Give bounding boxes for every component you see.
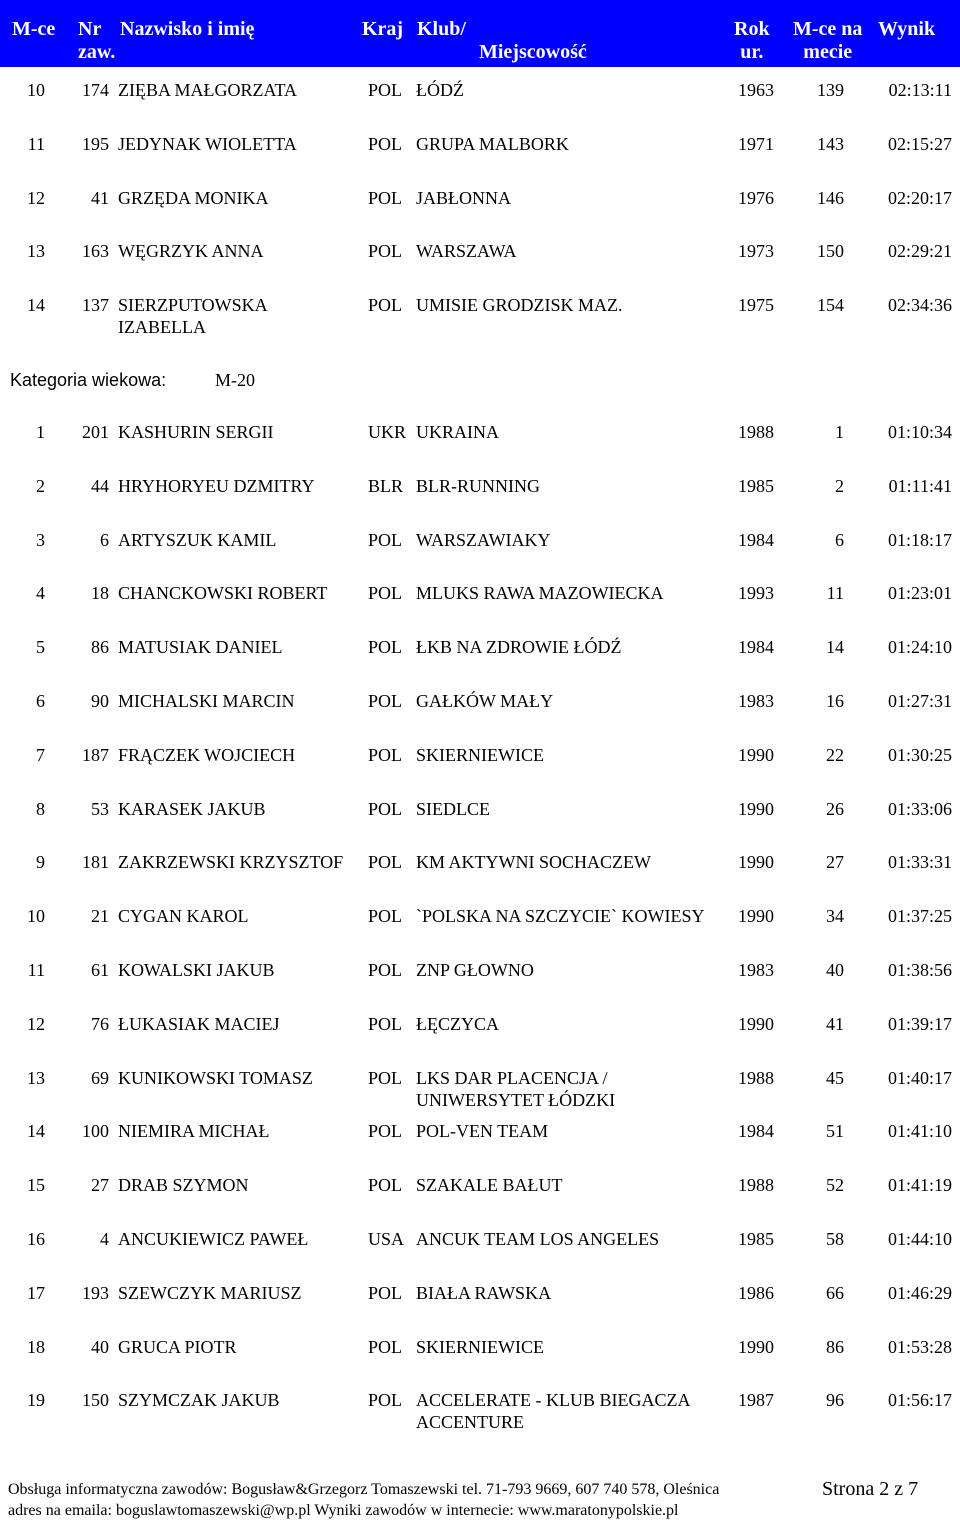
club-line: ŁKB NA ZDROWIE ŁÓDŹ: [416, 637, 622, 658]
header-place: M-ce: [12, 18, 56, 40]
club-cell: [416, 475, 540, 497]
finish-place-cell: 139: [817, 80, 844, 100]
place-cell: 12: [27, 187, 45, 208]
table-row: [0, 851, 960, 905]
runner-name-cell: [118, 582, 327, 604]
place-cell: 5: [36, 637, 45, 658]
club-line: ANCUK TEAM LOS ANGELES: [416, 1229, 660, 1249]
country-cell: POL: [368, 133, 403, 154]
bib-number-cell: 40: [91, 1336, 109, 1357]
club-cell: [416, 851, 651, 873]
table-row: [0, 1067, 960, 1121]
place-cell: 17: [27, 1282, 45, 1303]
birth-year-cell: 1990: [738, 852, 774, 873]
result-time-cell: 01:53:28: [887, 1336, 952, 1357]
runner-name-line: GRUCA PIOTR: [118, 1336, 237, 1357]
runner-name-cell: [118, 851, 343, 873]
table-row: [0, 240, 960, 294]
country-cell: POL: [368, 1121, 403, 1142]
place-cell: 13: [27, 241, 45, 262]
runner-name-cell: [118, 1174, 249, 1196]
place-cell: 11: [27, 960, 45, 980]
result-time-cell: 01:46:29: [887, 1282, 952, 1303]
country-cell: POL: [368, 1175, 403, 1196]
country-cell: POL: [368, 583, 403, 604]
bib-number-cell: 86: [91, 637, 109, 658]
runner-name-cell: [118, 133, 297, 155]
bib-number-cell: 163: [82, 241, 109, 262]
club-cell: [416, 636, 621, 658]
place-cell: 11: [27, 133, 45, 154]
runner-name-line: KUNIKOWSKI TOMASZ: [118, 1067, 313, 1088]
bib-number-cell: 27: [91, 1175, 109, 1196]
country-cell: POL: [368, 1282, 403, 1303]
place-cell: 10: [27, 80, 45, 100]
club-line: MLUKS RAWA MAZOWIECKA: [416, 583, 664, 604]
birth-year-cell: 1984: [738, 637, 774, 658]
runner-name-cell: [118, 187, 269, 209]
runner-name-line: DRAB SZYMON: [118, 1175, 249, 1196]
result-time-cell: 02:29:21: [887, 241, 952, 262]
finish-place-cell: 52: [826, 1175, 844, 1196]
result-time-cell: 01:27:31: [887, 691, 952, 711]
finish-place-cell: 1: [835, 422, 844, 442]
place-cell: 12: [27, 1013, 45, 1034]
bib-number-cell: 150: [82, 1390, 109, 1411]
result-time-cell: 01:30:25: [887, 744, 952, 765]
table-row: [0, 798, 960, 852]
place-cell: 10: [27, 906, 45, 927]
birth-year-cell: 1984: [738, 1121, 774, 1142]
runner-name-line: KARASEK JAKUB: [118, 798, 266, 819]
page-number: Strona 2 z 7: [822, 1478, 919, 1500]
place-cell: 6: [36, 691, 45, 711]
finish-place-cell: 146: [817, 187, 844, 208]
club-line: SZAKALE BAŁUT: [416, 1175, 563, 1196]
runner-name-cell: [118, 1067, 313, 1089]
runner-name-line: NIEMIRA MICHAŁ: [118, 1121, 270, 1142]
country-cell: POL: [368, 241, 403, 262]
runner-name-line: WĘGRZYK ANNA: [118, 241, 264, 262]
birth-year-cell: 1986: [738, 1282, 774, 1303]
place-cell: 4: [36, 583, 45, 604]
place-cell: 19: [27, 1390, 45, 1411]
club-cell: [416, 690, 553, 712]
footer-contact: adres na emaila: boguslawtomaszewski@wp.pl Wyniki zawodów w internecie: www.maratonypolskie.pl: [8, 1502, 679, 1519]
category-value: M-20: [215, 370, 255, 390]
bib-number-cell: 44: [91, 475, 109, 496]
country-cell: POL: [368, 80, 403, 100]
result-time-cell: 02:34:36: [887, 295, 952, 316]
place-cell: 14: [27, 295, 45, 316]
club-cell: [416, 1389, 690, 1433]
club-cell: [416, 187, 511, 209]
bib-number-cell: 53: [91, 798, 109, 819]
finish-place-cell: 154: [817, 295, 844, 316]
club-line: ŁÓDŹ: [416, 80, 464, 100]
club-line: GAŁKÓW MAŁY: [416, 691, 554, 711]
header-name: Nazwisko i imię: [120, 18, 255, 40]
club-cell: [416, 79, 464, 101]
birth-year-cell: 1990: [738, 1336, 774, 1357]
runner-name-cell: [118, 690, 295, 712]
bib-number-cell: 41: [91, 187, 109, 208]
club-line: GRUPA MALBORK: [416, 133, 569, 154]
country-cell: POL: [368, 1013, 403, 1034]
place-cell: 9: [36, 852, 45, 873]
birth-year-cell: 1990: [738, 906, 774, 927]
finish-place-cell: 26: [826, 798, 844, 819]
finish-place-cell: 11: [826, 583, 844, 604]
result-time-cell: 01:56:17: [887, 1390, 952, 1411]
finish-place-cell: 51: [826, 1121, 844, 1142]
club-line: UNIWERSYTET ŁÓDZKI: [416, 1089, 616, 1110]
club-cell: [416, 744, 544, 766]
bib-number-cell: 174: [82, 80, 109, 100]
place-cell: 8: [36, 798, 45, 819]
club-cell: [416, 1228, 659, 1250]
club-cell: [416, 240, 517, 262]
runner-name-cell: [118, 475, 315, 497]
table-row: [0, 187, 960, 241]
header-club: Klub/ Miejscowość: [417, 18, 587, 63]
club-cell: [416, 133, 569, 155]
finish-place-cell: 2: [835, 475, 844, 496]
runner-name-line: SZYMCZAK JAKUB: [118, 1390, 280, 1411]
result-time-cell: 02:15:27: [887, 133, 952, 154]
runner-name-cell: [118, 1013, 280, 1035]
club-line: JABŁONNA: [416, 187, 512, 208]
club-cell: [416, 1174, 563, 1196]
header-country: Kraj: [362, 18, 404, 40]
result-time-cell: 01:44:10: [887, 1229, 952, 1249]
finish-place-cell: 45: [826, 1067, 844, 1088]
country-cell: POL: [368, 187, 403, 208]
club-cell: [416, 529, 551, 551]
table-row: [0, 1228, 960, 1282]
club-line: ZNP GŁOWNO: [416, 960, 534, 980]
country-cell: POL: [368, 1067, 403, 1088]
runner-name-cell: [118, 529, 276, 551]
runner-name-line: ZIĘBA MAŁGORZATA: [118, 80, 298, 100]
runner-name-line: ŁUKASIAK MACIEJ: [118, 1013, 280, 1034]
header-year: Rok ur.: [734, 18, 770, 63]
result-time-cell: 01:23:01: [887, 583, 952, 604]
runner-name-line: CYGAN KAROL: [118, 906, 249, 927]
club-cell: [416, 582, 664, 604]
runner-name-cell: [118, 240, 264, 262]
finish-place-cell: 14: [826, 637, 844, 658]
country-cell: USA: [368, 1229, 405, 1249]
footer-service: Obsługa informatyczna zawodów: Bogusław&Grzegorz Tomaszewski tel. 71-793 9669, 607 740 578, Oleśnica: [8, 1481, 720, 1498]
runner-name-cell: [118, 1336, 237, 1358]
club-cell: [416, 1120, 548, 1142]
table-row: [0, 1120, 960, 1174]
bib-number-cell: 193: [82, 1282, 109, 1303]
result-time-cell: 01:38:56: [887, 960, 952, 980]
birth-year-cell: 1988: [738, 422, 774, 442]
result-time-cell: 01:40:17: [887, 1067, 952, 1088]
runner-name-cell: [118, 744, 295, 766]
birth-year-cell: 1987: [738, 1390, 774, 1411]
runner-name-cell: [118, 1282, 302, 1304]
bib-number-cell: 187: [82, 744, 109, 765]
place-cell: 3: [36, 529, 45, 550]
runner-name-line: MICHALSKI MARCIN: [118, 691, 295, 711]
finish-place-cell: 143: [817, 133, 844, 154]
runner-name-cell: [118, 294, 268, 338]
club-line: KM AKTYWNI SOCHACZEW: [416, 852, 651, 873]
result-time-cell: 01:24:10: [887, 637, 952, 658]
birth-year-cell: 1971: [738, 133, 774, 154]
bib-number-cell: 90: [91, 691, 109, 711]
finish-place-cell: 86: [826, 1336, 844, 1357]
club-cell: [416, 294, 623, 316]
birth-year-cell: 1988: [738, 1175, 774, 1196]
club-cell: [416, 1336, 544, 1358]
table-row: [0, 133, 960, 187]
bib-number-cell: 61: [91, 960, 109, 980]
runner-name-line: HRYHORYEU DZMITRY: [118, 475, 315, 496]
result-time-cell: 01:33:31: [887, 852, 952, 873]
birth-year-cell: 1990: [738, 1013, 774, 1034]
place-cell: 16: [27, 1229, 45, 1249]
place-cell: 14: [27, 1121, 45, 1142]
place-cell: 18: [27, 1336, 45, 1357]
runner-name-line: ANCUKIEWICZ PAWEŁ: [118, 1229, 309, 1249]
bib-number-cell: 69: [91, 1067, 109, 1088]
runner-name-line: FRĄCZEK WOJCIECH: [118, 744, 296, 765]
finish-place-cell: 22: [826, 744, 844, 765]
runner-name-line: SZEWCZYK MARIUSZ: [118, 1282, 302, 1303]
result-time-cell: 01:18:17: [887, 529, 952, 550]
finish-place-cell: 27: [826, 852, 844, 873]
bib-number-cell: 4: [100, 1229, 109, 1249]
runner-name-line: CHANCKOWSKI ROBERT: [118, 583, 328, 604]
result-time-cell: 02:20:17: [887, 187, 952, 208]
table-row: [0, 1336, 960, 1390]
club-cell: [416, 1282, 551, 1304]
club-cell: [416, 905, 705, 927]
table-row: [0, 294, 960, 348]
runner-name-line: KOWALSKI JAKUB: [118, 960, 275, 980]
finish-place-cell: 41: [826, 1013, 844, 1034]
table-row: [0, 529, 960, 583]
result-time-cell: 01:39:17: [887, 1013, 952, 1034]
birth-year-cell: 1983: [738, 691, 774, 711]
club-cell: [416, 959, 534, 981]
runner-name-cell: [118, 636, 283, 658]
runner-name-line: GRZĘDA MONIKA: [118, 187, 269, 208]
table-row: [0, 959, 960, 1013]
place-cell: 2: [36, 475, 45, 496]
birth-year-cell: 1983: [738, 960, 774, 980]
bib-number-cell: 100: [82, 1121, 109, 1142]
category-heading: [10, 370, 255, 391]
table-row: [0, 690, 960, 744]
birth-year-cell: 1975: [738, 295, 774, 316]
finish-place-cell: 6: [835, 529, 844, 550]
country-cell: POL: [368, 906, 403, 927]
country-cell: POL: [368, 1390, 403, 1411]
birth-year-cell: 1976: [738, 187, 774, 208]
runner-name-cell: [118, 798, 266, 820]
bib-number-cell: 195: [82, 133, 109, 154]
result-time-cell: 01:10:34: [887, 422, 952, 442]
bib-number-cell: 201: [82, 422, 109, 442]
runner-name-cell: [118, 959, 275, 981]
club-line: UMISIE GRODZISK MAZ.: [416, 295, 623, 316]
bib-number-cell: 21: [91, 906, 109, 927]
finish-place-cell: 58: [826, 1229, 844, 1249]
club-line: ACCELERATE - KLUB BIEGACZA: [416, 1390, 691, 1411]
club-line: WARSZAWA: [416, 241, 517, 262]
table-row: [0, 1174, 960, 1228]
country-cell: POL: [368, 744, 403, 765]
bib-number-cell: 137: [82, 295, 109, 316]
club-cell: [416, 421, 499, 443]
result-time-cell: 01:11:41: [888, 475, 952, 496]
club-line: `POLSKA NA SZCZYCIE` KOWIESY: [416, 906, 705, 927]
table-row: [0, 1013, 960, 1067]
country-cell: UKR: [368, 422, 407, 442]
bib-number-cell: 6: [100, 529, 109, 550]
birth-year-cell: 1984: [738, 529, 774, 550]
place-cell: 15: [27, 1175, 45, 1196]
table-row: [0, 1282, 960, 1336]
birth-year-cell: 1990: [738, 798, 774, 819]
birth-year-cell: 1973: [738, 241, 774, 262]
table-row: [0, 1389, 960, 1443]
birth-year-cell: 1990: [738, 744, 774, 765]
finish-place-cell: 34: [826, 906, 844, 927]
country-cell: POL: [368, 1336, 403, 1357]
runner-name-cell: [118, 905, 249, 927]
bib-number-cell: 76: [91, 1013, 109, 1034]
runner-name-cell: [118, 79, 297, 101]
birth-year-cell: 1988: [738, 1067, 774, 1088]
finish-place-cell: 40: [826, 960, 844, 980]
table-header: [0, 0, 960, 67]
birth-year-cell: 1985: [738, 475, 774, 496]
place-cell: 1: [36, 422, 45, 442]
table-row: [0, 421, 960, 475]
result-time-cell: 01:41:19: [887, 1175, 952, 1196]
club-line: ŁĘCZYCA: [416, 1013, 499, 1034]
birth-year-cell: 1993: [738, 583, 774, 604]
place-cell: 7: [36, 744, 45, 765]
club-cell: [416, 798, 490, 820]
result-time-cell: 01:37:25: [887, 906, 952, 927]
header-result: Wynik: [878, 18, 936, 40]
bib-number-cell: 181: [82, 852, 109, 873]
club-line: ACCENTURE: [416, 1412, 524, 1433]
runner-name-line: SIERZPUTOWSKA: [118, 295, 268, 316]
runner-name-cell: [118, 1120, 270, 1142]
finish-place-cell: 16: [826, 691, 844, 711]
runner-name-cell: [118, 1389, 280, 1411]
runner-name-line: KASHURIN SERGII: [118, 422, 274, 442]
club-line: SKIERNIEWICE: [416, 744, 544, 765]
table-row: [0, 582, 960, 636]
club-line: BIAŁA RAWSKA: [416, 1282, 552, 1303]
country-cell: BLR: [368, 475, 404, 496]
bib-number-cell: 18: [91, 583, 109, 604]
runner-name-line: ZAKRZEWSKI KRZYSZTOF: [118, 852, 344, 873]
club-line: SIEDLCE: [416, 798, 490, 819]
header-cat-place: M-ce na mecie: [793, 18, 863, 63]
place-cell: 13: [27, 1067, 45, 1088]
result-time-cell: 02:13:11: [888, 80, 952, 100]
club-line: UKRAINA: [416, 422, 499, 442]
header-bib: Nr zaw.: [78, 18, 116, 63]
finish-place-cell: 96: [826, 1390, 844, 1411]
runner-name-line: IZABELLA: [118, 317, 206, 338]
birth-year-cell: 1985: [738, 1229, 774, 1249]
table-row: [0, 79, 960, 133]
runner-name-cell: [118, 1228, 308, 1250]
birth-year-cell: 1963: [738, 80, 774, 100]
club-cell: [416, 1013, 499, 1035]
country-cell: POL: [368, 852, 403, 873]
result-time-cell: 01:41:10: [887, 1121, 952, 1142]
country-cell: POL: [368, 691, 403, 711]
result-time-cell: 01:33:06: [887, 798, 952, 819]
finish-place-cell: 66: [826, 1282, 844, 1303]
country-cell: POL: [368, 960, 403, 980]
runner-name-cell: [118, 421, 274, 443]
table-row: [0, 744, 960, 798]
runner-name-line: ARTYSZUK KAMIL: [118, 529, 277, 550]
club-line: WARSZAWIAKY: [416, 529, 551, 550]
club-line: SKIERNIEWICE: [416, 1336, 544, 1357]
country-cell: POL: [368, 529, 403, 550]
finish-place-cell: 150: [817, 241, 844, 262]
country-cell: POL: [368, 295, 403, 316]
category-label: Kategoria wiekowa:: [10, 370, 167, 390]
club-cell: [416, 1067, 615, 1111]
club-line: POL-VEN TEAM: [416, 1121, 549, 1142]
table-row: [0, 475, 960, 529]
runner-name-line: JEDYNAK WIOLETTA: [118, 133, 297, 154]
country-cell: POL: [368, 637, 403, 658]
runner-name-line: MATUSIAK DANIEL: [118, 637, 283, 658]
club-line: LKS DAR PLACENCJA /: [416, 1067, 608, 1088]
table-row: [0, 905, 960, 959]
club-line: BLR-RUNNING: [416, 475, 540, 496]
country-cell: POL: [368, 798, 403, 819]
table-row: [0, 636, 960, 690]
